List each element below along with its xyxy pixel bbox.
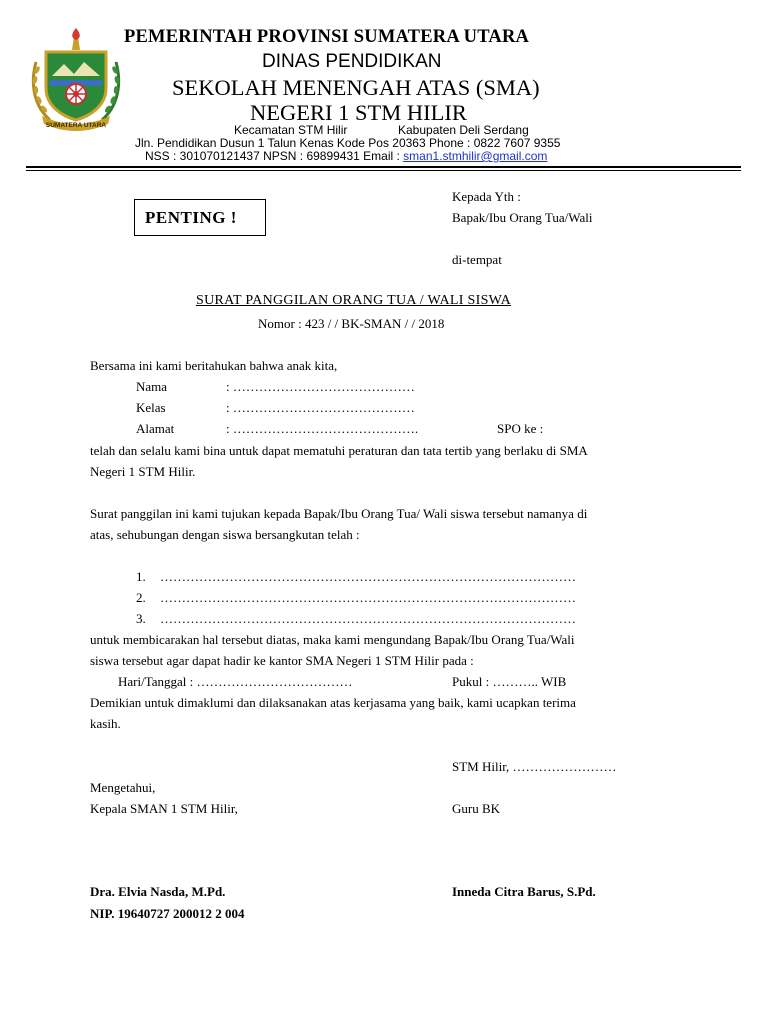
principal-name: Dra. Elvia Nasda, M.Pd. — [90, 884, 226, 899]
field-value-nama: : …………………………………… — [226, 379, 415, 394]
letterhead-school-type: SEKOLAH MENENGAH ATAS (SMA) — [172, 75, 540, 100]
paragraph-1-line-1: telah dan selalu kami bina untuk dapat mematuhi peraturan dan tata tertib yang berlaku di SMA — [90, 443, 588, 458]
field-label-kelas: Kelas — [136, 400, 166, 415]
letter-number: Nomor : 423 / / BK-SMAN / / 2018 — [258, 316, 445, 331]
place-date: STM Hilir, …………………… — [452, 759, 617, 774]
letterhead-department: DINAS PENDIDIKAN — [262, 51, 442, 72]
recipient-name: Bapak/Ibu Orang Tua/Wali — [452, 210, 593, 225]
field-label-alamat: Alamat — [136, 421, 175, 436]
item-number-3: 3. — [136, 611, 146, 626]
principal-nip: NIP. 19640727 200012 2 004 — [90, 906, 245, 921]
letterhead-school-name: NEGERI 1 STM HILIR — [250, 100, 467, 125]
acknowledge-label: Mengetahui, — [90, 780, 156, 795]
letterhead-district: Kecamatan STM Hilir — [234, 123, 348, 137]
counselor-role: Guru BK — [452, 801, 501, 816]
penting-label: PENTING ! — [145, 207, 237, 227]
item-number-1: 1. — [136, 569, 146, 584]
recipient-place: di-tempat — [452, 252, 502, 267]
field-value-alamat: : ……………………………………. — [226, 421, 419, 436]
recipient-to: Kepada Yth : — [452, 189, 521, 204]
paragraph-1-line-2: Negeri 1 STM Hilir. — [90, 464, 196, 479]
letterhead-ids: NSS : 301070121437 NPSN : 69899431 Email : — [145, 149, 404, 163]
meeting-time: Pukul : ……….. WIB — [452, 674, 567, 689]
counselor-name: Inneda Citra Barus, S.Pd. — [452, 884, 596, 899]
province-emblem-logo — [28, 28, 124, 132]
meeting-date: Hari/Tanggal : ……………………………… — [118, 674, 353, 689]
email-link[interactable]: sman1.stmhilir@gmail.com — [403, 149, 548, 163]
spo-label: SPO ke : — [497, 421, 544, 436]
letterhead-government: PEMERINTAH PROVINSI SUMATERA UTARA — [124, 27, 530, 47]
penting-box — [134, 199, 266, 236]
intro-text: Bersama ini kami beritahukan bahwa anak kita, — [90, 358, 338, 373]
closing-line-2: kasih. — [90, 716, 121, 731]
paragraph-3-line-1: untuk membicarakan hal tersebut diatas, maka kami mengundang Bapak/Ibu Orang Tua/Wali — [90, 632, 575, 647]
item-text-3: …………………………………………………………………………………… — [160, 611, 576, 626]
paragraph-2-line-1: Surat panggilan ini kami tujukan kepada Bapak/Ibu Orang Tua/ Wali siswa tersebut namanya di — [90, 506, 588, 521]
letterhead-address: Jln. Pendidikan Dusun 1 Talun Kenas Kode Pos 20363 Phone : 0822 7607 9355 — [135, 136, 561, 150]
field-label-nama: Nama — [136, 379, 168, 394]
item-text-1: …………………………………………………………………………………… — [160, 569, 576, 584]
letterhead-contact — [145, 149, 547, 163]
principal-role: Kepala SMAN 1 STM Hilir, — [90, 801, 238, 816]
letterhead-regency: Kabupaten Deli Serdang — [398, 123, 529, 137]
svg-text:SUMATERA UTARA: SUMATERA UTARA — [45, 122, 107, 129]
letter-title: SURAT PANGGILAN ORANG TUA / WALI SISWA — [196, 293, 512, 308]
item-number-2: 2. — [136, 590, 146, 605]
closing-line-1: Demikian untuk dimaklumi dan dilaksanakan atas kerjasama yang baik, kami ucapkan terima — [90, 695, 576, 710]
paragraph-2-line-2: atas, sehubungan dengan siswa bersangkutan telah : — [90, 527, 360, 542]
field-value-kelas: : …………………………………… — [226, 400, 415, 415]
header-rule-thick — [26, 166, 741, 168]
item-text-2: …………………………………………………………………………………… — [160, 590, 576, 605]
paragraph-3-line-2: siswa tersebut agar dapat hadir ke kantor SMA Negeri 1 STM Hilir pada : — [90, 653, 474, 668]
header-rule-thin — [26, 170, 741, 171]
